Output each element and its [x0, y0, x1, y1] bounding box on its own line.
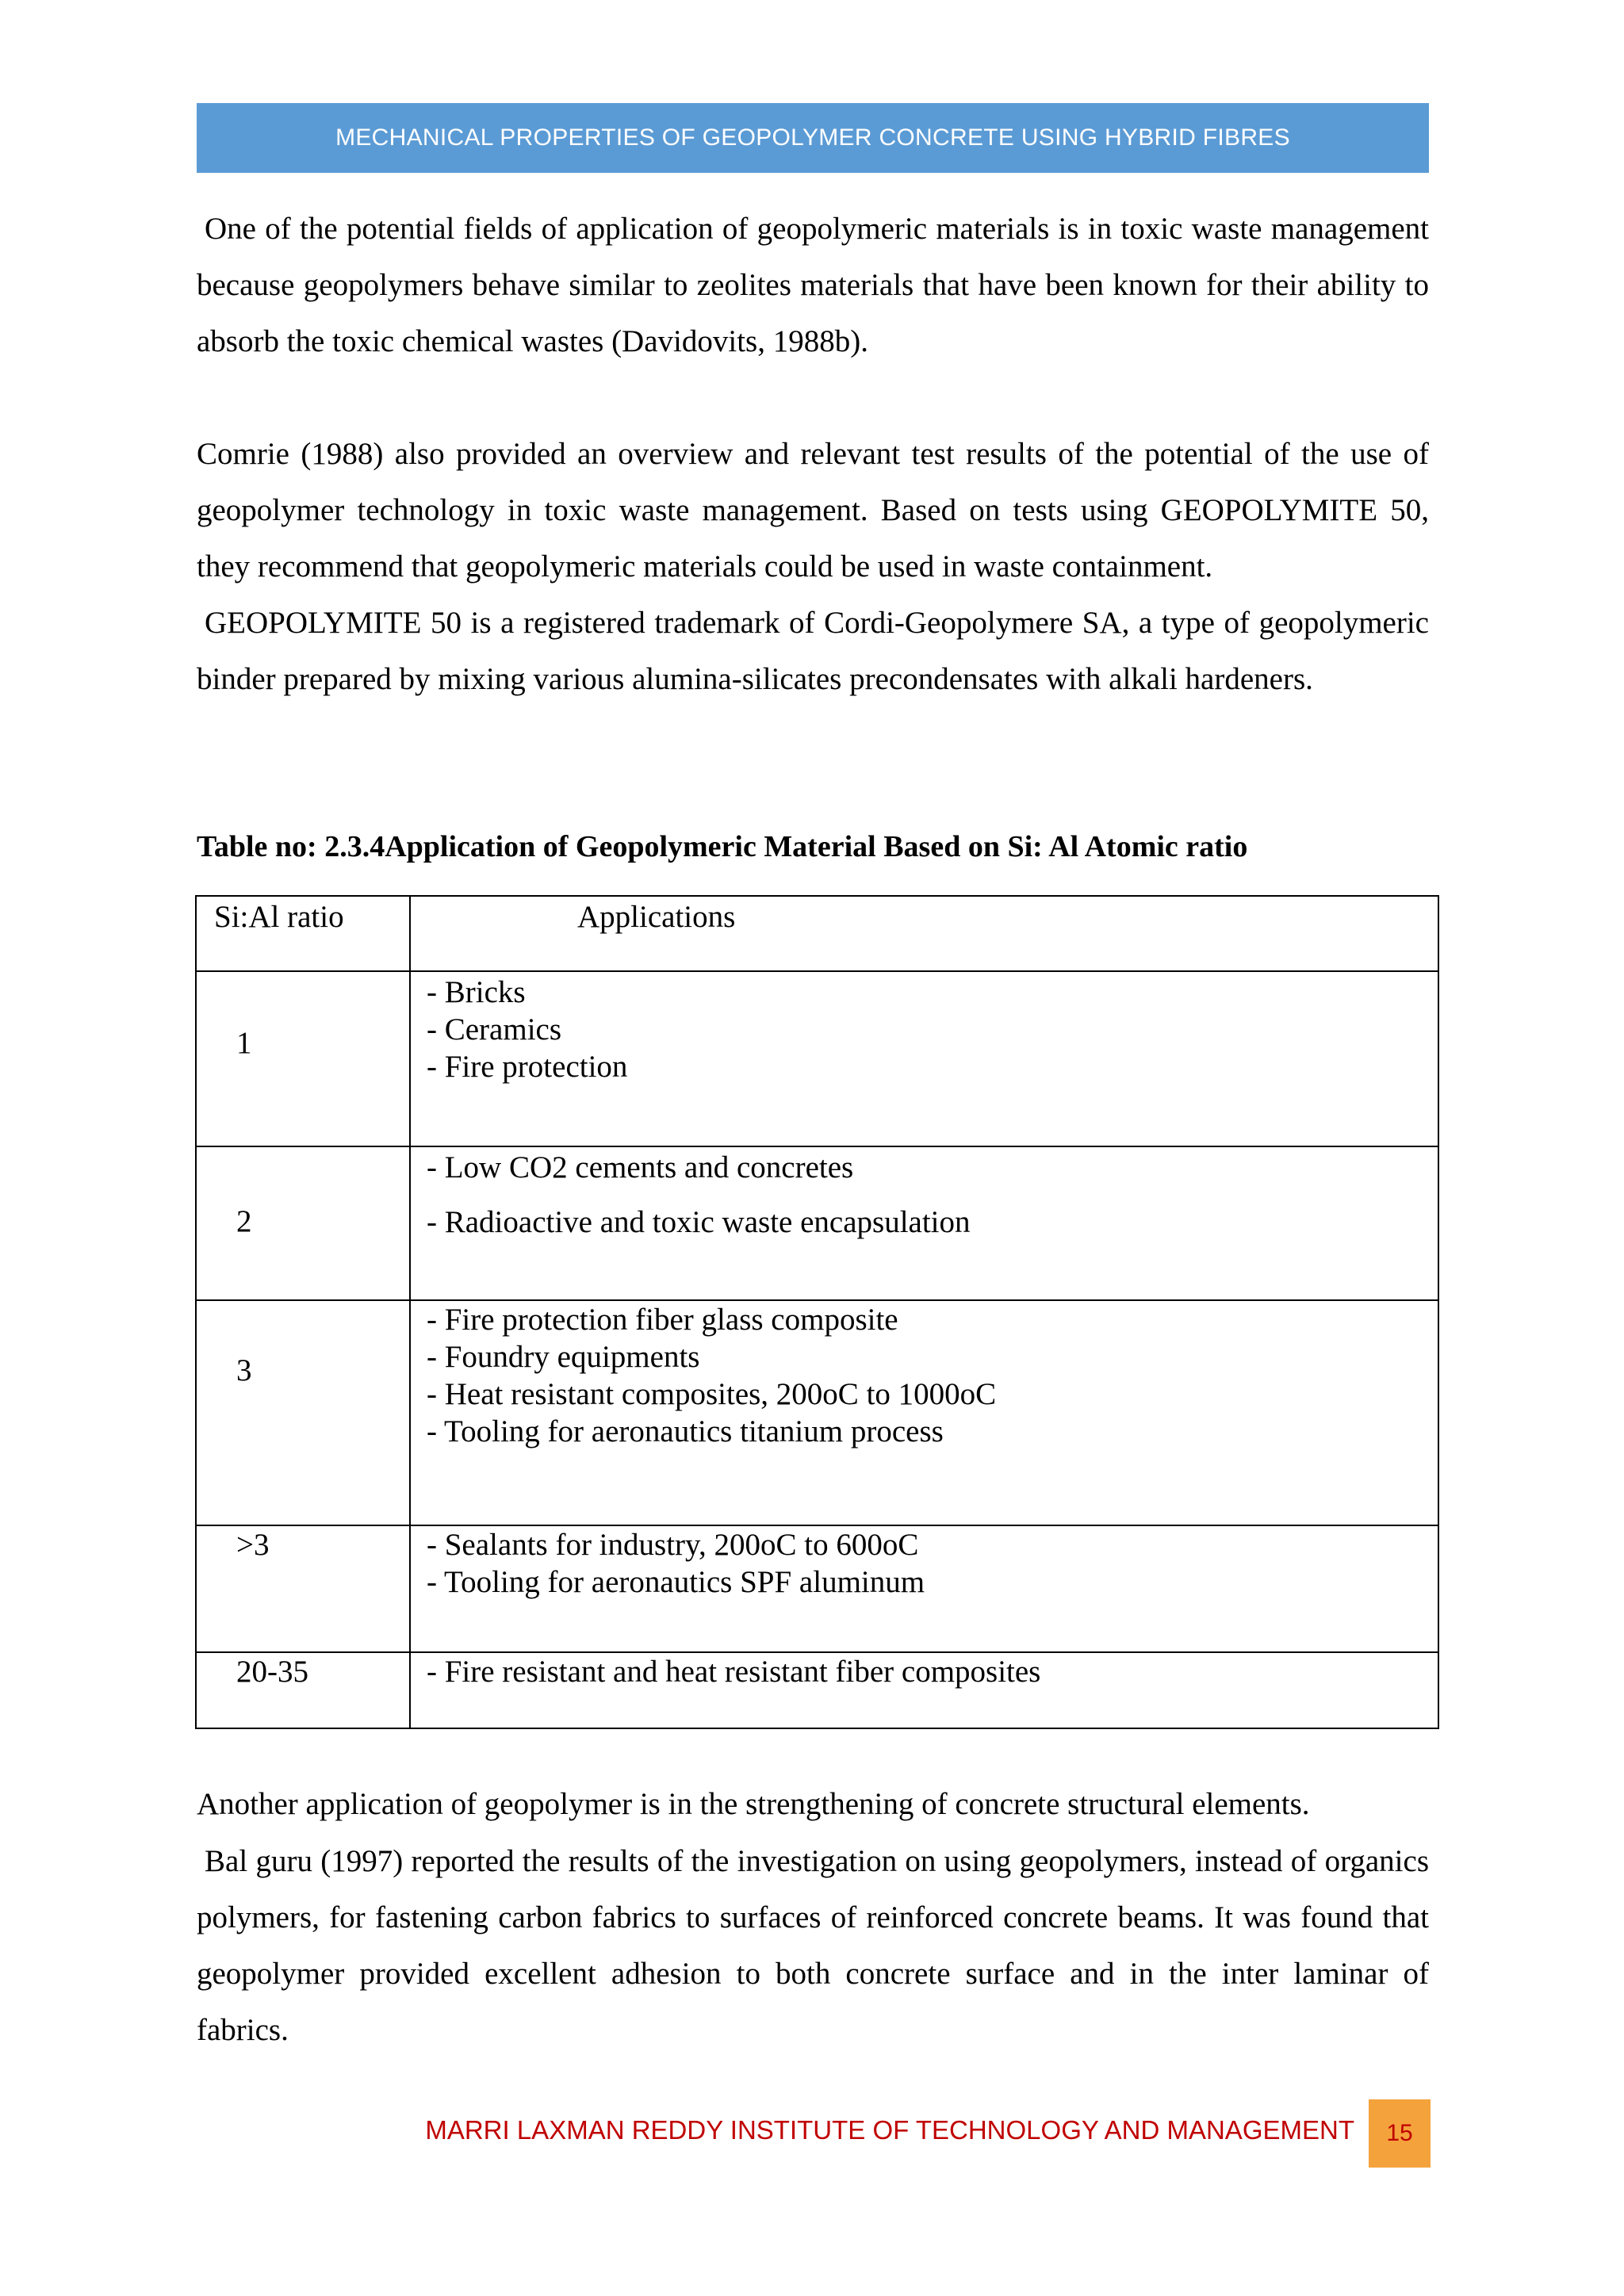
ratio-cell: 3 [196, 1300, 410, 1525]
paragraph-strengthening: Another application of geopolymer is in the strengthening of concrete structural elements. [197, 1787, 1310, 1821]
table-row [196, 1652, 1438, 1728]
applications-cell [410, 1300, 1438, 1525]
header-title: MECHANICAL PROPERTIES OF GEOPOLYMER CONCRETE USING HYBRID FIBRES [335, 124, 1290, 151]
application-item: - Low CO2 cements and concretes [427, 1150, 854, 1184]
paragraph-toxic-waste: One of the potential fields of application of geopolymeric materials is in toxic waste management because geopolymers behave similar to zeolites materials that have been known for their ability to absorb the toxic chemical wastes (Davidovits, 1988b). [197, 212, 1429, 358]
running-header [197, 103, 1429, 173]
paragraph-balguru: Bal guru (1997) reported the results of the investigation on using geopolymers, instead of organics polymers, for fastening carbon fabrics to surfaces of reinforced concrete beams. It was found that geopolymer provided excellent adhesion to both concrete surface and in the inter laminar of fabrics. [197, 1844, 1429, 2047]
footer-institute: MARRI LAXMAN REDDY INSTITUTE OF TECHNOLOGY AND MANAGEMENT [425, 2115, 1354, 2145]
table-caption: Table no: 2.3.4Application of Geopolymeric Material Based on Si: Al Atomic ratio [197, 830, 1248, 863]
applications-table [195, 895, 1439, 1729]
table-row [196, 1525, 1438, 1652]
table-row [196, 971, 1438, 1146]
table-row [196, 1146, 1438, 1300]
paragraph-geopolymite: GEOPOLYMITE 50 is a registered trademark of Cordi-Geopolymere SA, a type of geopolymeric binder prepared by mixing various alumina-silicates precondensates with alkali hardeners. [197, 606, 1429, 696]
application-item: - Bricks [427, 975, 526, 1009]
ratio-cell: >3 [196, 1525, 410, 1652]
application-item: - Foundry equipments [427, 1340, 700, 1374]
ratio-cell: 2 [196, 1146, 410, 1300]
application-item: - Fire protection [427, 1050, 628, 1084]
applications-cell [410, 1652, 1438, 1728]
table-header-row [196, 896, 1438, 971]
application-item: - Fire protection fiber glass composite [427, 1303, 898, 1337]
application-item: - Heat resistant composites, 200oC to 1000oC [427, 1377, 997, 1411]
table-row [196, 1300, 1438, 1525]
page-number-badge [1369, 2099, 1431, 2168]
header-applications: Applications [410, 896, 1438, 971]
applications-cell [410, 1146, 1438, 1300]
ratio-cell: 1 [196, 971, 410, 1146]
application-item: - Radioactive and toxic waste encapsulation [427, 1205, 971, 1239]
application-item: - Sealants for industry, 200oC to 600oC [427, 1528, 919, 1562]
applications-cell [410, 971, 1438, 1146]
paragraph-comrie: Comrie (1988) also provided an overview and relevant test results of the potential of the use of geopolymer technology in toxic waste management. Based on tests using GEOPOLYMITE 50, they recommend that geopolymeric materials could be used in waste containment. [197, 437, 1429, 584]
header-si-al-ratio: Si:Al ratio [196, 896, 410, 971]
page-number: 15 [1386, 2120, 1413, 2146]
application-item: - Tooling for aeronautics titanium process [427, 1414, 944, 1448]
ratio-cell: 20-35 [196, 1652, 410, 1728]
application-item: - Fire resistant and heat resistant fiber composites [427, 1655, 1041, 1689]
applications-cell [410, 1525, 1438, 1652]
application-item: - Ceramics [427, 1012, 562, 1047]
application-item: - Tooling for aeronautics SPF aluminum [427, 1565, 925, 1599]
